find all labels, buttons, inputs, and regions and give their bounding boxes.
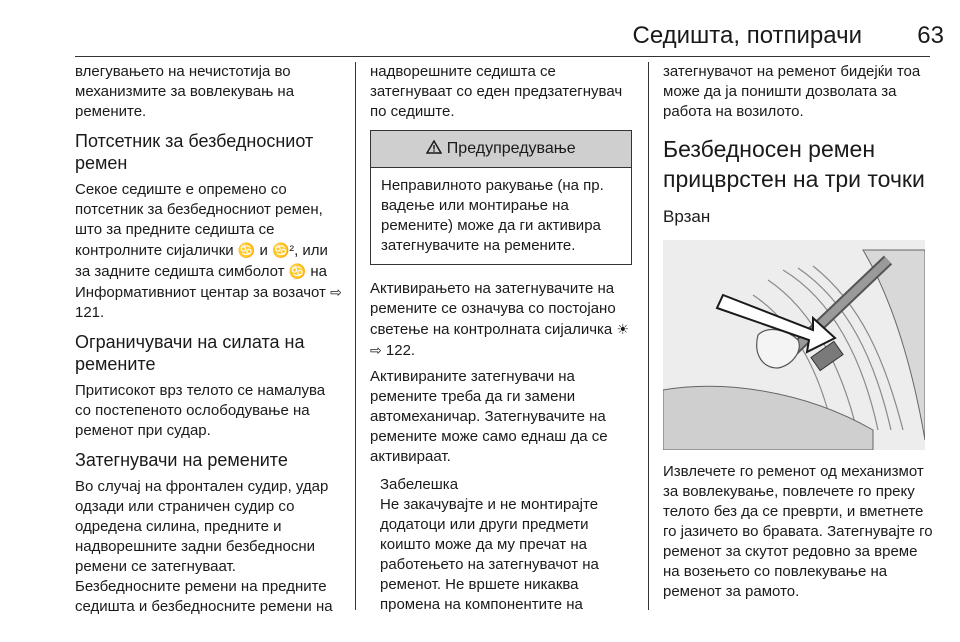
column-2 (370, 62, 632, 615)
column-1 (75, 62, 345, 617)
paragraph-replace: Активираните затегнувачи на ремените треба да ги замени автомеханичар. Затегнувачите на ремените може само еднаш да се активираат. (370, 368, 608, 465)
note-title: Забелешка (380, 476, 459, 493)
page-reference-arrow-icon: ⇨ (330, 284, 342, 300)
column-divider (648, 62, 649, 610)
header-divider (75, 56, 930, 57)
column-3 (663, 62, 933, 602)
note-block (370, 475, 632, 615)
paragraph-activation (370, 279, 632, 361)
heading-fastening: Врзан (663, 207, 711, 226)
text-span: , или за задните седишта симболот (75, 242, 328, 280)
text-span: Активирањето на затегнувачите на ремените се означува со постојано светење на контролната сијаличка (370, 280, 616, 338)
heading-three-point-belt: Безбедносен ремен прицврстен на три точки (663, 136, 925, 192)
section-title: Седишта, потпирачи (632, 22, 862, 49)
warning-text: Неправилното ракување (на пр. вадење или монтирање на ремените) може да ги активира затегнувачите на ремените. (381, 177, 604, 254)
heading-belt-reminder: Потсетник за безбедносниот ремен (75, 131, 314, 173)
paragraph-intro: влегувањето на нечистотија во механизмите за вовлекувањ на ремените. (75, 63, 295, 120)
text-span: и (259, 242, 268, 259)
seatbelt-illustration (663, 240, 925, 450)
paragraph-pretensioners-1: Во случај на фронтален судир, удар одзади или страничен судир со одредена силина, предните и надворешните задни безбедносни ремени се затегнуваат. (75, 478, 329, 575)
heading-pretensioners: Затегнувачи на ремените (75, 450, 288, 470)
page-reference[interactable]: 122. (385, 342, 416, 359)
seatbelt-reminder-icon: ♋ (288, 263, 307, 279)
heading-force-limiters: Ограничувачи на силата на ремените (75, 332, 305, 374)
warning-triangle-icon (426, 140, 446, 157)
text-span: на Информативниот центар за возачот (75, 263, 327, 301)
page-reference[interactable]: 121. (75, 304, 105, 321)
airbag-pretensioner-icon: ☀ (616, 321, 629, 337)
paragraph-continued: надворешните седишта се затегнуваат со еден предзатегнувач по седиште. (370, 63, 623, 120)
warning-header (371, 131, 631, 168)
seatbelt-reminder-icon: ♋² (272, 242, 295, 258)
paragraph-continued: затегнувачот на ременот бидејќи тоа може да ја поништи дозволата за работа на возилото. (663, 63, 921, 120)
paragraph-fastening: Извлечете го ременот од механизмот за вовлекување, повлечете го преку телото без да се преврти, и вметнете го јазичето во бравата. Затегнувајте го ременот за скутот редовно за време на возењето со повлекување на ременот за рамото. (663, 463, 933, 600)
paragraph-force-limiters: Притисокот врз телото се намалува со постепеното ослободување на ремeнот при судар. (75, 382, 326, 439)
column-divider (355, 62, 356, 610)
paragraph-belt-reminder (75, 180, 345, 323)
page-number: 63 (917, 22, 944, 49)
seatbelt-reminder-icon: ♋ (237, 242, 256, 258)
warning-box (370, 130, 632, 265)
warning-title: Предупредување (446, 140, 576, 157)
paragraph-pretensioners-2: Безбедносните ремени на предните седишта и безбедносните ремени на (75, 578, 333, 615)
page-header (0, 0, 960, 52)
note-text: Не закачувајте и не монтирајте додатоци или други предмети коишто може да му пречат на работењето на затегнувачот на ременот. Не вршете никаква промена на компонентите на (380, 496, 599, 613)
text-span: Секое седиште е опремено со потсетник за безбедносниот ремен, што за предните седишта се контролните сијалички (75, 181, 323, 259)
page-reference-arrow-icon: ⇨ (370, 342, 382, 358)
